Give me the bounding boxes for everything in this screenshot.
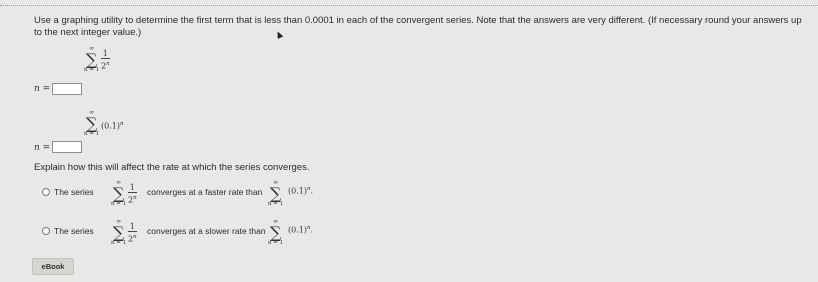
series1-fraction: 1 2$^n$ xyxy=(128,222,137,244)
answer2-input[interactable] xyxy=(52,141,82,153)
explain-prompt: Explain how this will affect the rate at which the series converges. xyxy=(34,162,310,173)
series2-term: $(0.1)^n$ xyxy=(101,121,124,131)
summation-symbol: ∞ ∑ n = 1 xyxy=(84,109,100,137)
series2-term: $(0.1)^n$. xyxy=(288,186,314,196)
summation-symbol: ∞ ∑ n = 1 xyxy=(111,218,127,246)
radio-slower[interactable] xyxy=(42,227,50,235)
answer1-input[interactable] xyxy=(52,83,82,95)
series1-fraction: 1 2$^n$ xyxy=(101,49,110,71)
summation-symbol: ∞ ∑ n = 1 xyxy=(268,179,284,207)
series2-term: $(0.1)^n$. xyxy=(288,225,314,235)
series1-fraction: 1 2$^n$ xyxy=(128,183,137,205)
radio-faster[interactable] xyxy=(42,188,50,196)
answer2-label: n = xyxy=(34,143,51,153)
answer1-label: n = xyxy=(34,84,51,94)
summation-symbol: ∞ ∑ n = 1 xyxy=(268,218,284,246)
top-divider xyxy=(0,5,818,6)
question-prompt: Use a graphing utility to determine the first term that is less than 0.0001 in each of the convergent series. Note that the answers are very different. (If necessary round your answers up to the next integer value.) xyxy=(34,15,802,38)
summation-symbol: ∞ ∑ n = 1 xyxy=(111,179,127,207)
ebook-button[interactable]: eBook xyxy=(32,258,74,275)
summation-symbol: ∞ ∑ n = 1 xyxy=(84,45,100,73)
